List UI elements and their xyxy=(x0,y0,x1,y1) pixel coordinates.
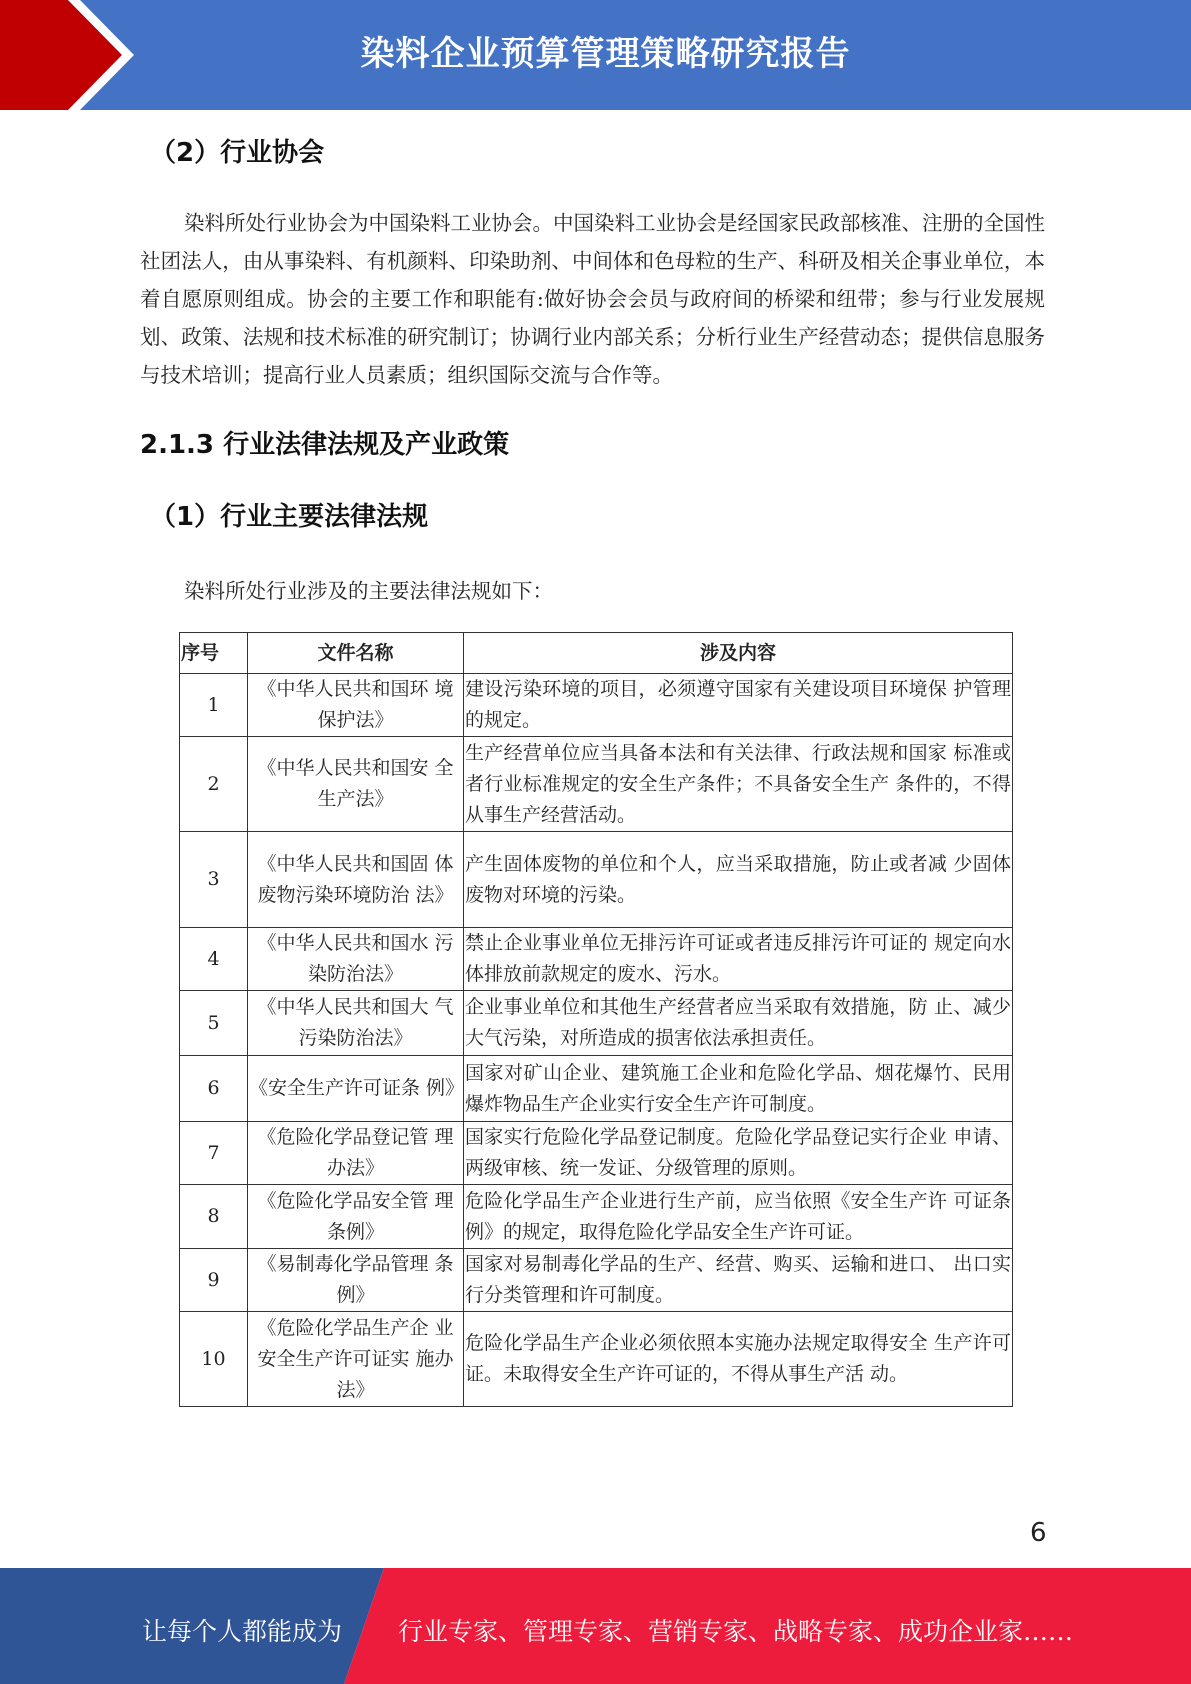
document-content: 国家对易制毒化学品的生产、经营、购买、运输和进口、 出口实行分类管理和许可制度。 xyxy=(464,1249,1013,1312)
row-number: 5 xyxy=(180,991,248,1056)
table-row xyxy=(180,1185,1013,1249)
association-paragraph: 染料所处行业协会为中国染料工业协会。中国染料工业协会是经国家民政部核准、注册的全国性社团法人，由从事染料、有机颜料、印染助剂、中间体和色母粒的生产、科研及相关企事业单位，本着自愿原则组成。协会的主要工作和职能有:做好协会会员与政府间的桥梁和纽带；参与行业发展规划、政策、法规和技术标准的研究制订；协调行业内部关系；分析行业生产经营动态；提供信息服务与技术培训；提高行业人员素质；组织国际交流与合作等。 xyxy=(140,211,1045,387)
footer-slogan-right: 行业专家、管理专家、营销专家、战略专家、成功企业家…… xyxy=(398,1617,1074,1646)
document-name: 《中华人民共和国大 气污染防治法》 xyxy=(248,991,464,1056)
row-number: 3 xyxy=(180,832,248,928)
document-content: 生产经营单位应当具备本法和有关法律、行政法规和国家 标准或者行业标准规定的安全生产条件；不具备安全生产 条件的，不得从事生产经营活动。 xyxy=(464,737,1013,832)
document-name: 《中华人民共和国固 体废物污染环境防治 法》 xyxy=(248,832,464,928)
document-name: 《易制毒化学品管理 条例》 xyxy=(248,1249,464,1312)
law-section-heading: 2.1.3 行业法律法规及产业政策 xyxy=(140,430,510,460)
table-header-row xyxy=(180,633,1013,674)
laws-table xyxy=(179,632,1013,1407)
table-row xyxy=(180,991,1013,1056)
document-content: 国家对矿山企业、建筑施工企业和危险化学品、烟花爆竹、民用爆炸物品生产企业实行安全生产许可制度。 xyxy=(464,1056,1013,1122)
document-content: 国家实行危险化学品登记制度。危险化学品登记实行企业 申请、两级审核、统一发证、分级管理的原则。 xyxy=(464,1122,1013,1185)
document-content: 建设污染环境的项目，必须遵守国家有关建设项目环境保 护管理的规定。 xyxy=(464,674,1013,737)
column-header-no: 序号 xyxy=(180,633,248,674)
law-subheading: （1）行业主要法律法规 xyxy=(150,502,429,532)
row-number: 8 xyxy=(180,1185,248,1249)
column-header-name: 文件名称 xyxy=(248,633,464,674)
association-heading: （2）行业协会 xyxy=(150,138,325,168)
table-row xyxy=(180,1312,1013,1407)
document-name: 《中华人民共和国水 污染防治法》 xyxy=(248,928,464,991)
row-number: 2 xyxy=(180,737,248,832)
document-name: 《安全生产许可证条 例》 xyxy=(248,1056,464,1122)
document-name: 《危险化学品生产企 业安全生产许可证实 施办法》 xyxy=(248,1312,464,1407)
table-row xyxy=(180,1249,1013,1312)
footer-slogan-left: 让每个人都能成为 xyxy=(142,1617,343,1646)
row-number: 9 xyxy=(180,1249,248,1312)
document-content: 产生固体废物的单位和个人，应当采取措施，防止或者减 少固体废物对环境的污染。 xyxy=(464,832,1013,928)
page-header xyxy=(0,0,1191,110)
row-number: 1 xyxy=(180,674,248,737)
column-header-content: 涉及内容 xyxy=(464,633,1013,674)
document-content: 禁止企业事业单位无排污许可证或者违反排污许可证的 规定向水体排放前款规定的废水、污水。 xyxy=(464,928,1013,991)
row-number: 7 xyxy=(180,1122,248,1185)
row-number: 10 xyxy=(180,1312,248,1407)
table-row xyxy=(180,1056,1013,1122)
document-name: 《中华人民共和国环 境保护法》 xyxy=(248,674,464,737)
table-row xyxy=(180,737,1013,832)
document-name: 《中华人民共和国安 全生产法》 xyxy=(248,737,464,832)
table-row xyxy=(180,832,1013,928)
document-content: 企业事业单位和其他生产经营者应当采取有效措施，防 止、减少大气污染，对所造成的损害依法承担责任。 xyxy=(464,991,1013,1056)
row-number: 4 xyxy=(180,928,248,991)
table-row xyxy=(180,674,1013,737)
document-name: 《危险化学品安全管 理条例》 xyxy=(248,1185,464,1249)
table-row xyxy=(180,1122,1013,1185)
document-content: 危险化学品生产企业进行生产前，应当依照《安全生产许 可证条例》的规定，取得危险化学品安全生产许可证。 xyxy=(464,1185,1013,1249)
row-number: 6 xyxy=(180,1056,248,1122)
document-content: 危险化学品生产企业必须依照本实施办法规定取得安全 生产许可证。未取得安全生产许可证的，不得从事生产活 动。 xyxy=(464,1312,1013,1407)
law-intro-text: 染料所处行业涉及的主要法律法规如下： xyxy=(184,579,553,603)
table-row xyxy=(180,928,1013,991)
report-title: 染料企业预算管理策略研究报告 xyxy=(360,34,851,74)
page-number: 6 xyxy=(1030,1518,1047,1548)
document-name: 《危险化学品登记管 理办法》 xyxy=(248,1122,464,1185)
